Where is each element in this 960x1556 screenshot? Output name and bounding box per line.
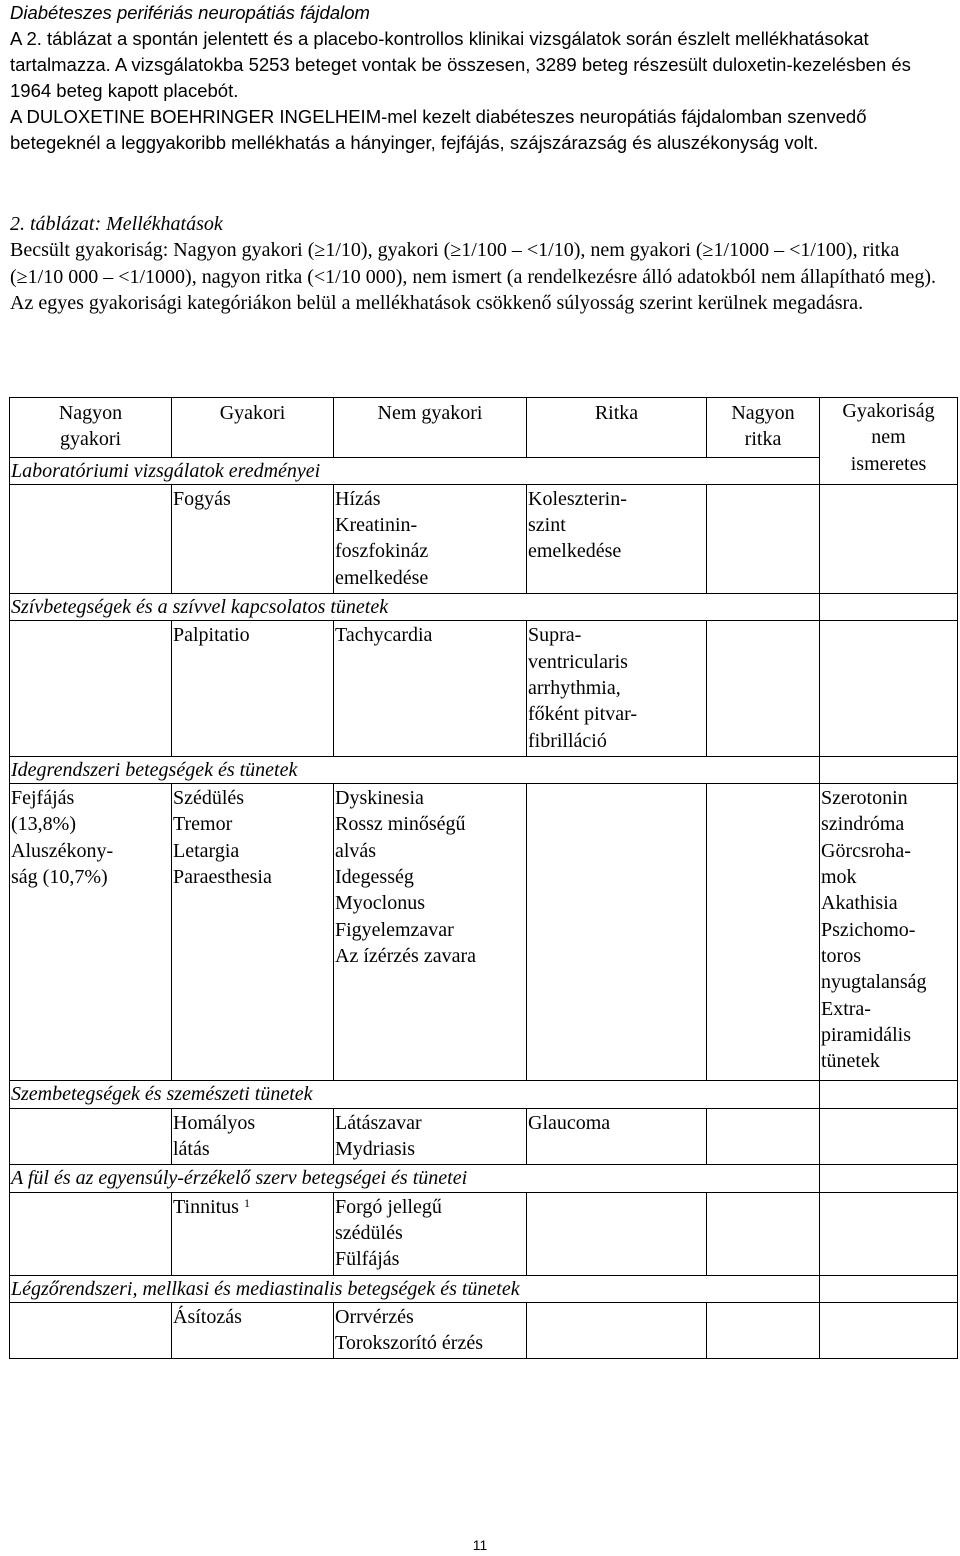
cell-lab-common: Fogyás (172, 484, 334, 593)
cell-eye-title-unknown (820, 1081, 958, 1108)
cell-eye-very-common (10, 1108, 172, 1165)
section-row-cardiac (10, 594, 958, 621)
data-row-nervous (10, 784, 958, 1081)
section-title-resp: Légzőrendszeri, mellkasi és mediastinalis betegségek és tünetek (10, 1275, 820, 1302)
data-row-eye (10, 1108, 958, 1165)
cell-eye-common: Homályos látás (172, 1108, 334, 1165)
cell-nervous-title-unknown (820, 756, 958, 783)
section-title-cardiac: Szívbetegségek és a szívvel kapcsolatos tünetek (10, 594, 820, 621)
data-row-cardiac (10, 621, 958, 756)
section-row-nervous (10, 756, 958, 783)
cell-resp-title-unknown (820, 1275, 958, 1302)
cell-cardiac-very-rare (707, 621, 820, 756)
adverse-reactions-table (9, 397, 958, 1359)
cell-nervous-rare (527, 784, 707, 1081)
data-row-ear (10, 1192, 958, 1275)
cell-eye-unknown (820, 1108, 958, 1165)
footnote-marker: 1 (243, 1195, 250, 1210)
cell-lab-very-rare (707, 484, 820, 593)
section-title-eye: Szembetegségek és szemészeti tünetek (10, 1081, 820, 1108)
header-rare: Ritka (527, 398, 707, 458)
cell-ear-common: Tinnitus $^1$ (172, 1192, 334, 1275)
header-very-common: Nagyon gyakori (10, 398, 172, 458)
intro-paragraph-1: A 2. táblázat a spontán jelentett és a placebo-kontrollos klinikai vizsgálatok során észlelt mellékhatásokat tartalmazza. A vizsgálatokba 5253 beteget vontak be összesen, 3289 beteg részesült duloxetin-kezelésben és 1964 beteg kapott placebót. (10, 28, 911, 101)
header-very-rare: Nagyon ritka (707, 398, 820, 458)
cell-ear-title-unknown (820, 1165, 958, 1192)
cell-resp-rare (527, 1302, 707, 1359)
cell-cardiac-uncommon: Tachycardia (334, 621, 527, 756)
cell-lab-very-common (10, 484, 172, 593)
cell-lab-unknown (820, 484, 958, 593)
section-title-nervous: Idegrendszeri betegségek és tünetek (10, 756, 820, 783)
header-unknown: Gyakoriság nem ismeretes (820, 398, 958, 485)
cell-lab-uncommon: Hízás Kreatinin- foszfokináz emelkedése (334, 484, 527, 593)
cell-nervous-uncommon: Dyskinesia Rossz minőségű alvás Idegesség Myoclonus Figyelemzavar Az ízérzés zavara (334, 784, 527, 1081)
section-row-lab (10, 457, 958, 484)
header-uncommon: Nem gyakori (334, 398, 527, 458)
intro-paragraph-2: A DULOXETINE BOEHRINGER INGELHEIM-mel kezelt diabéteszes neuropátiás fájdalomban szenvedő betegeknél a leggyakoribb mellékhatás a hányinger, fejfájás, szájszárazság és aluszékonyság volt. (10, 106, 867, 153)
cell-ear-unknown (820, 1192, 958, 1275)
cell-cardiac-common: Palpitatio (172, 621, 334, 756)
section-row-eye (10, 1081, 958, 1108)
cell-cardiac-title-unknown (820, 594, 958, 621)
frequency-definition: Becsült gyakoriság: Nagyon gyakori (≥1/10), gyakori (≥1/100 – <1/10), nem gyakori (≥1/1000 – <1/100), ritka (≥1/10 000 – <1/1000), nagyon ritka (<1/10 000), nem ismert (a rendelkezésre álló adatokból nem állapítható meg). (10, 239, 937, 288)
cell-cardiac-unknown (820, 621, 958, 756)
cell-nervous-very-common: Fejfájás (13,8%) Aluszékony- ság (10,7%) (10, 784, 172, 1081)
cell-ear-very-rare (707, 1192, 820, 1275)
cell-eye-rare: Glaucoma (527, 1108, 707, 1165)
table-title: 2. táblázat: Mellékhatások (10, 213, 223, 235)
section-title-lab: Laboratóriumi vizsgálatok eredményei (10, 457, 820, 484)
cell-resp-very-rare (707, 1302, 820, 1359)
ordering-note: Az egyes gyakorisági kategóriákon belül a mellékhatások csökkenő súlyosság szerint kerülnek megadásra. (10, 291, 864, 314)
cell-ear-very-common (10, 1192, 172, 1275)
cell-resp-common: Ásítozás (172, 1302, 334, 1359)
section-row-resp (10, 1275, 958, 1302)
section-title-ear: A fül és az egyensúly-érzékelő szerv betegségei és tünetei (10, 1165, 820, 1192)
cell-nervous-very-rare (707, 784, 820, 1081)
section-heading: Diabéteszes perifériás neuropátiás fájdalom (10, 2, 370, 23)
cell-ear-rare (527, 1192, 707, 1275)
cell-eye-uncommon: Látászavar Mydriasis (334, 1108, 527, 1165)
cell-resp-unknown (820, 1302, 958, 1359)
cell-cardiac-rare: Supra- ventricularis arrhythmia, főként pitvar- fibrilláció (527, 621, 707, 756)
cell-ear-uncommon: Forgó jellegű szédülés Fülfájás (334, 1192, 527, 1275)
cell-nervous-unknown: Szerotonin szindróma Görcsroha- mok Akathisia Pszichomo- toros nyugtalanság Extra- piramidális tünetek (820, 784, 958, 1081)
cell-lab-rare: Koleszterin- szint emelkedése (527, 484, 707, 593)
table-intro (10, 211, 955, 316)
cell-resp-very-common (10, 1302, 172, 1359)
cell-resp-uncommon: Orrvérzés Torokszorító érzés (334, 1302, 527, 1359)
section-row-ear (10, 1165, 958, 1192)
header-row (10, 398, 958, 458)
data-row-resp (10, 1302, 958, 1359)
intro-section (10, 0, 955, 156)
data-row-lab (10, 484, 958, 593)
cell-eye-very-rare (707, 1108, 820, 1165)
cell-cardiac-very-common (10, 621, 172, 756)
header-common: Gyakori (172, 398, 334, 458)
page-number: 11 (472, 1537, 488, 1553)
cell-nervous-common: Szédülés Tremor Letargia Paraesthesia (172, 784, 334, 1081)
